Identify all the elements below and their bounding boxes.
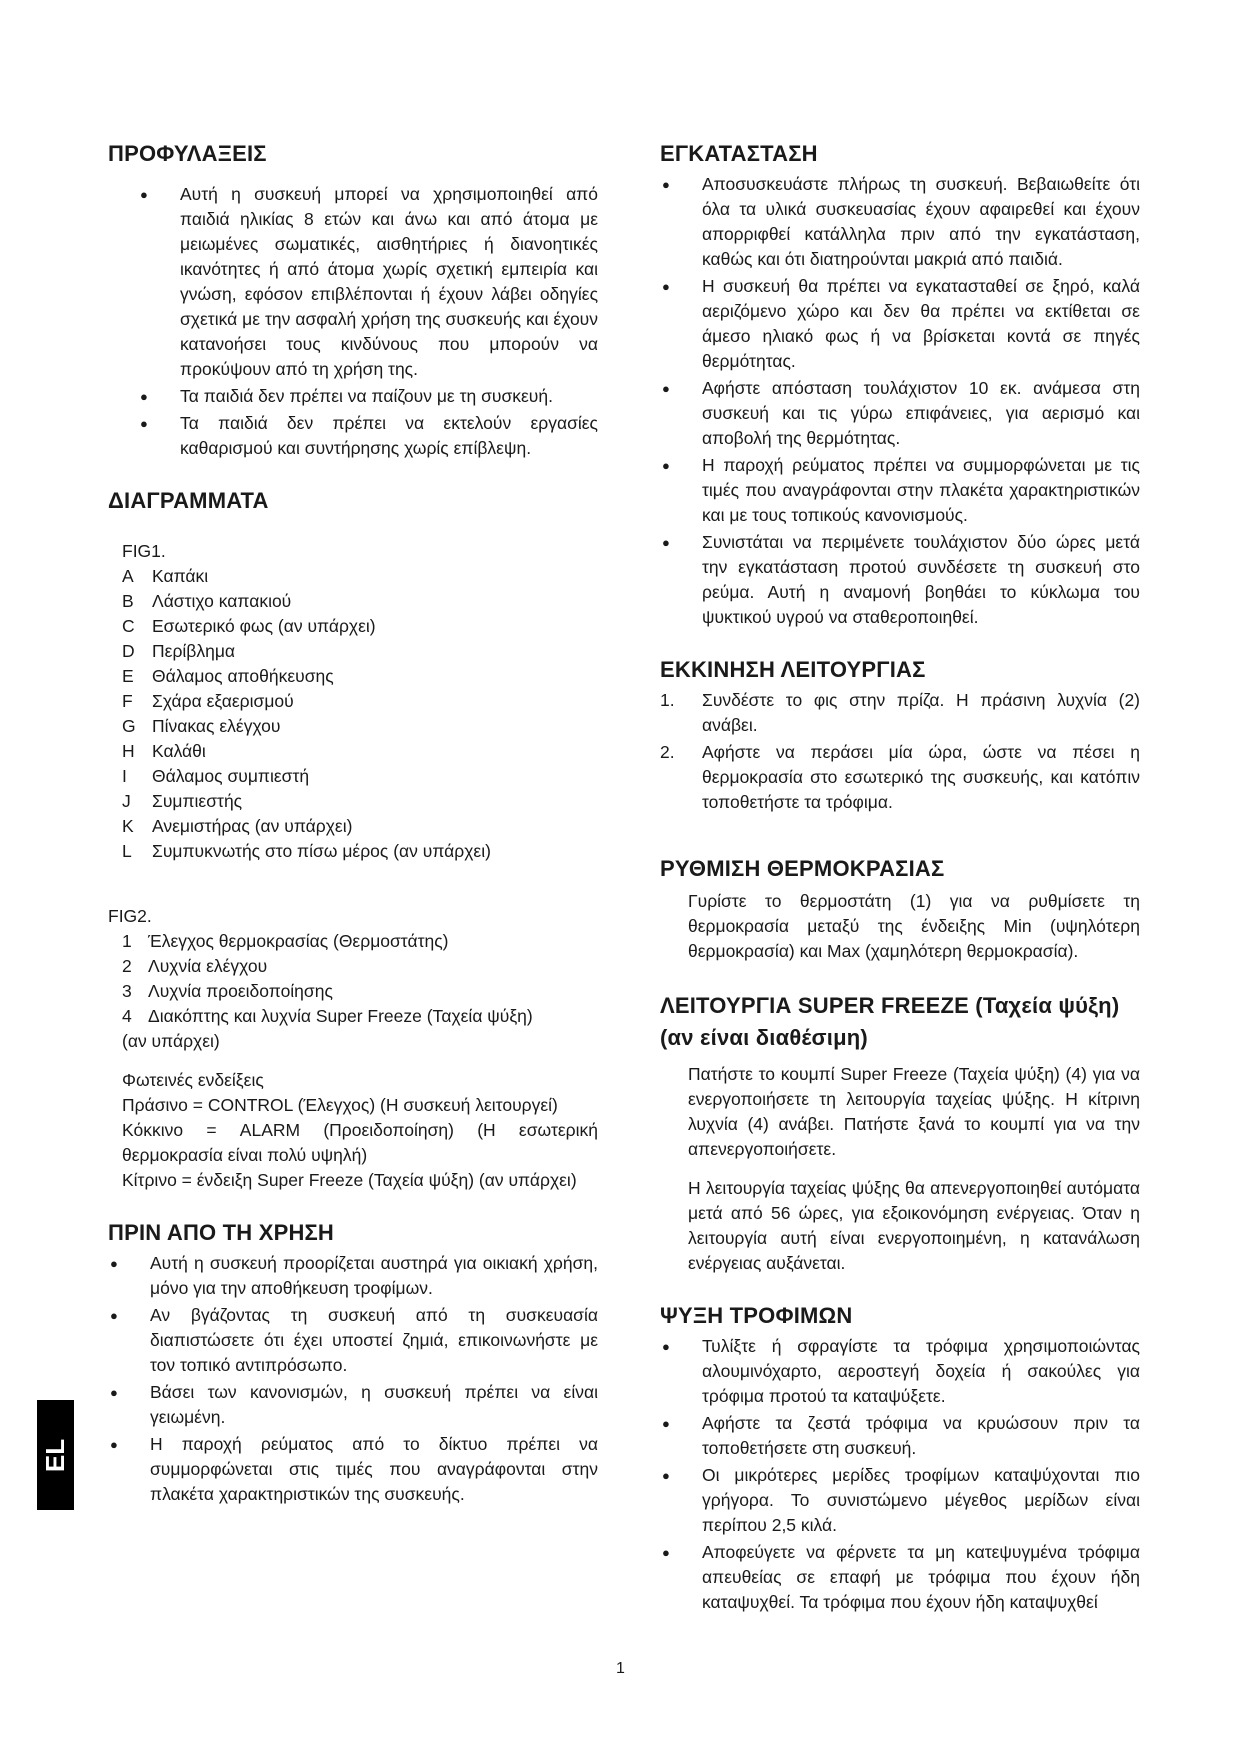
legend-row: D Περίβλημα	[122, 641, 236, 661]
section-title-startup: ΕΚΚΙΝΗΣΗ ΛΕΙΤΟΥΡΓΙΑΣ	[660, 657, 926, 682]
list-item: ● Αποσυσκευάστε πλήρως τη συσκευή. Βεβαιωθείτε ότι όλα τα υλικά συσκευασίας έχουν αφαιρεθεί και έχουν απορριφθεί κατάλληλα πριν από την εγκατάσταση, καθώς και ότι διατηρούνται μακριά από παιδιά.	[660, 172, 1140, 272]
legend-row: A Καπάκι	[122, 566, 209, 586]
list-item: ● Οι μικρότερες μερίδες τροφίμων καταψύχονται πιο γρήγορα. Το συνιστώμενο μέγεθος μερίδων είναι περίπου 2,5 κιλά.	[660, 1463, 1140, 1538]
legend-row: B Λάστιχο καπακιού	[122, 591, 292, 611]
legend-row: L Συμπυκνωτής στο πίσω μέρος (αν υπάρχει)	[122, 841, 491, 861]
list-item: ● Τυλίξτε ή σφραγίστε τα τρόφιμα χρησιμοποιώντας αλουμινόχαρτο, αεροστεγή δοχεία ή σακούλες για τρόφιμα προτού τα καταψύξετε.	[660, 1334, 1140, 1409]
list-item: ● Βάσει των κανονισμών, η συσκευή πρέπει να είναι γειωμένη.	[108, 1380, 598, 1430]
list-item: ● Αφήστε απόσταση τουλάχιστον 10 εκ. ανάμεσα στη συσκευή και τις γύρω επιφάνειες, για αερισμό και αποβολή της θερμότητας.	[660, 376, 1140, 451]
list-item: ● Αποφεύγετε να φέρνετε τα μη κατεψυγμένα τρόφιμα απευθείας σε επαφή με τρόφιμα που έχουν ήδη καταψυχθεί. Τα τρόφιμα που έχουν ήδη καταψυχθεί	[660, 1540, 1140, 1615]
light-green: Πράσινο = CONTROL (Έλεγχος) (Η συσκευή λειτουργεί)	[122, 1095, 558, 1115]
list-item: ● Αν βγάζοντας τη συσκευή από τη συσκευασία διαπιστώσετε ότι έχει υποστεί ζημιά, επικοινωνήστε με τον τοπικό αντιπρόσωπο.	[108, 1303, 598, 1378]
legend-row: J Συμπιεστής	[122, 791, 243, 811]
fig2-continuation: (αν υπάρχει)	[122, 1031, 220, 1051]
section-title-installation: ΕΓΚΑΤΑΣΤΑΣΗ	[660, 141, 818, 166]
lights-title: Φωτεινές ενδείξεις	[122, 1070, 264, 1090]
temperature-text: Γυρίστε το θερμοστάτη (1) για να ρυθμίσετε τη θερμοκρασία μεταξύ της ένδειξης Min (υψηλότερη θερμοκρασία) και Max (χαμηλότερη θερμοκρασία).	[688, 891, 1140, 961]
indicator-lights	[108, 1068, 598, 1193]
section-title-freezing-food: ΨΥΞΗ ΤΡΟΦΙΜΩΝ	[660, 1303, 853, 1328]
light-red: Κόκκινο = ALARM (Προειδοποίηση) (Η εσωτερική θερμοκρασία είναι πολύ υψηλή)	[122, 1120, 598, 1165]
installation-list	[660, 172, 1140, 630]
super-freeze-para-2: Η λειτουργία ταχείας ψύξης θα απενεργοποιηθεί αυτόματα μετά από 56 ώρες, για εξοικονόμηση ενέργειας. Όταν η λειτουργία αυτή είναι ενεργοποιημένη, η κατανάλωση ενέργειας αυξάνεται.	[688, 1178, 1140, 1273]
list-item: ● Η συσκευή θα πρέπει να εγκατασταθεί σε ξηρό, καλά αεριζόμενο χώρο και δεν θα πρέπει να εκτίθεται σε άμεσο ηλιακό φως ή να βρίσκεται κοντά σε πηγές θερμότητας.	[660, 274, 1140, 374]
super-freeze-para-1: Πατήστε το κουμπί Super Freeze (Ταχεία ψύξη) (4) για να ενεργοποιήσετε τη λειτουργία ταχείας ψύξης. Η κίτρινη λυχνία (4) ανάβει. Πατήστε ξανά το κουμπί για να την απενεργοποιήσετε.	[688, 1064, 1140, 1159]
list-item: 1. Συνδέστε το φις στην πρίζα. Η πράσινη λυχνία (2) ανάβει.	[660, 690, 1140, 735]
list-item: ● Τα παιδιά δεν πρέπει να εκτελούν εργασίες καθαρισμού και συντήρησης χωρίς επίβλεψη.	[108, 411, 598, 461]
list-item: ● Τα παιδιά δεν πρέπει να παίζουν με τη συσκευή.	[108, 384, 598, 409]
legend-row: H Καλάθι	[122, 741, 206, 761]
section-title-super-freeze: ΛΕΙΤΟΥΡΓΙΑ SUPER FREEZE (Ταχεία ψύξη) (αν είναι διαθέσιμη)	[660, 993, 1120, 1050]
section-title-temperature: ΡΥΘΜΙΣΗ ΘΕΡΜΟΚΡΑΣΙΑΣ	[660, 856, 945, 881]
legend-row: 2 Λυχνία ελέγχου	[122, 956, 268, 976]
fig2-legend	[108, 904, 598, 1054]
fig2-label: FIG2.	[108, 906, 152, 926]
list-item: ● Αυτή η συσκευή μπορεί να χρησιμοποιηθεί από παιδιά ηλικίας 8 ετών και άνω και από άτομα με μειωμένες σωματικές, αισθητήριες ή διανοητικές ικανότητες ή από άτομα χωρίς σχετική εμπειρία και γνώση, εφόσον επιβλέπονται ή έχουν λάβει οδηγίες σχετικά με την ασφαλή χρήση της συσκευής και έχουν κατανοήσει τους κινδύνους που μπορούν να προκύψουν από τη χρήση της.	[108, 182, 598, 382]
legend-row: G Πίνακας ελέγχου	[122, 716, 281, 736]
fig1-legend	[108, 539, 598, 864]
legend-row: K Ανεμιστήρας (αν υπάρχει)	[122, 816, 353, 836]
list-item: ● Η παροχή ρεύματος πρέπει να συμμορφώνεται με τις τιμές που αναγράφονται στην πλακέτα χαρακτηριστικών και με τους τοπικούς κανονισμούς.	[660, 453, 1140, 528]
page-number: 1	[616, 1660, 625, 1677]
legend-row: E Θάλαμος αποθήκευσης	[122, 666, 334, 686]
startup-steps	[660, 688, 1140, 815]
before-use-list	[108, 1251, 598, 1507]
legend-row: C Εσωτερικό φως (αν υπάρχει)	[122, 616, 376, 636]
list-item: ● Συνιστάται να περιμένετε τουλάχιστον δύο ώρες μετά την εγκατάσταση προτού συνδέσετε τη συσκευή στο ρεύμα. Αυτή η αναμονή βοηθάει το κύκλωμα του ψυκτικού υγρού να σταθεροποιηθεί.	[660, 530, 1140, 630]
fig1-label: FIG1.	[122, 541, 166, 561]
right-column	[660, 140, 1140, 1617]
freezing-list	[660, 1334, 1140, 1615]
section-title-diagrams: ΔΙΑΓΡΑΜΜΑΤΑ	[108, 488, 269, 513]
section-title-precautions: ΠΡΟΦΥΛΑΞΕΙΣ	[108, 141, 267, 166]
light-yellow: Κίτρινο = ένδειξη Super Freeze (Ταχεία ψύξη) (αν υπάρχει)	[122, 1170, 577, 1190]
legend-row: 1 Έλεγχος θερμοκρασίας (Θερμοστάτης)	[122, 931, 449, 951]
list-item: ● Αυτή η συσκευή προορίζεται αυστηρά για οικιακή χρήση, μόνο για την αποθήκευση τροφίμων.	[108, 1251, 598, 1301]
list-item: ● Αφήστε τα ζεστά τρόφιμα να κρυώσουν πριν τα τοποθετήσετε στη συσκευή.	[660, 1411, 1140, 1461]
precautions-list	[108, 182, 598, 461]
legend-row: F Σχάρα εξαερισμού	[122, 691, 294, 711]
section-title-before-use: ΠΡΙΝ ΑΠΟ ΤΗ ΧΡΗΣΗ	[108, 1220, 335, 1245]
left-column	[108, 140, 598, 1509]
legend-row: 3 Λυχνία προειδοποίησης	[122, 981, 333, 1001]
list-item: ● Η παροχή ρεύματος από το δίκτυο πρέπει να συμμορφώνεται στις τιμές που αναγράφονται στην πλακέτα χαρακτηριστικών της συσκευής.	[108, 1432, 598, 1507]
legend-row: I Θάλαμος συμπιεστή	[122, 766, 310, 786]
list-item: 2. Αφήστε να περάσει μία ώρα, ώστε να πέσει η θερμοκρασία στο εσωτερικό της συσκευής, και κατόπιν τοποθετήστε τα τρόφιμα.	[660, 742, 1140, 812]
legend-row: 4 Διακόπτης και λυχνία Super Freeze (Ταχεία ψύξη)	[122, 1006, 533, 1026]
language-tab: EL	[37, 1400, 74, 1510]
